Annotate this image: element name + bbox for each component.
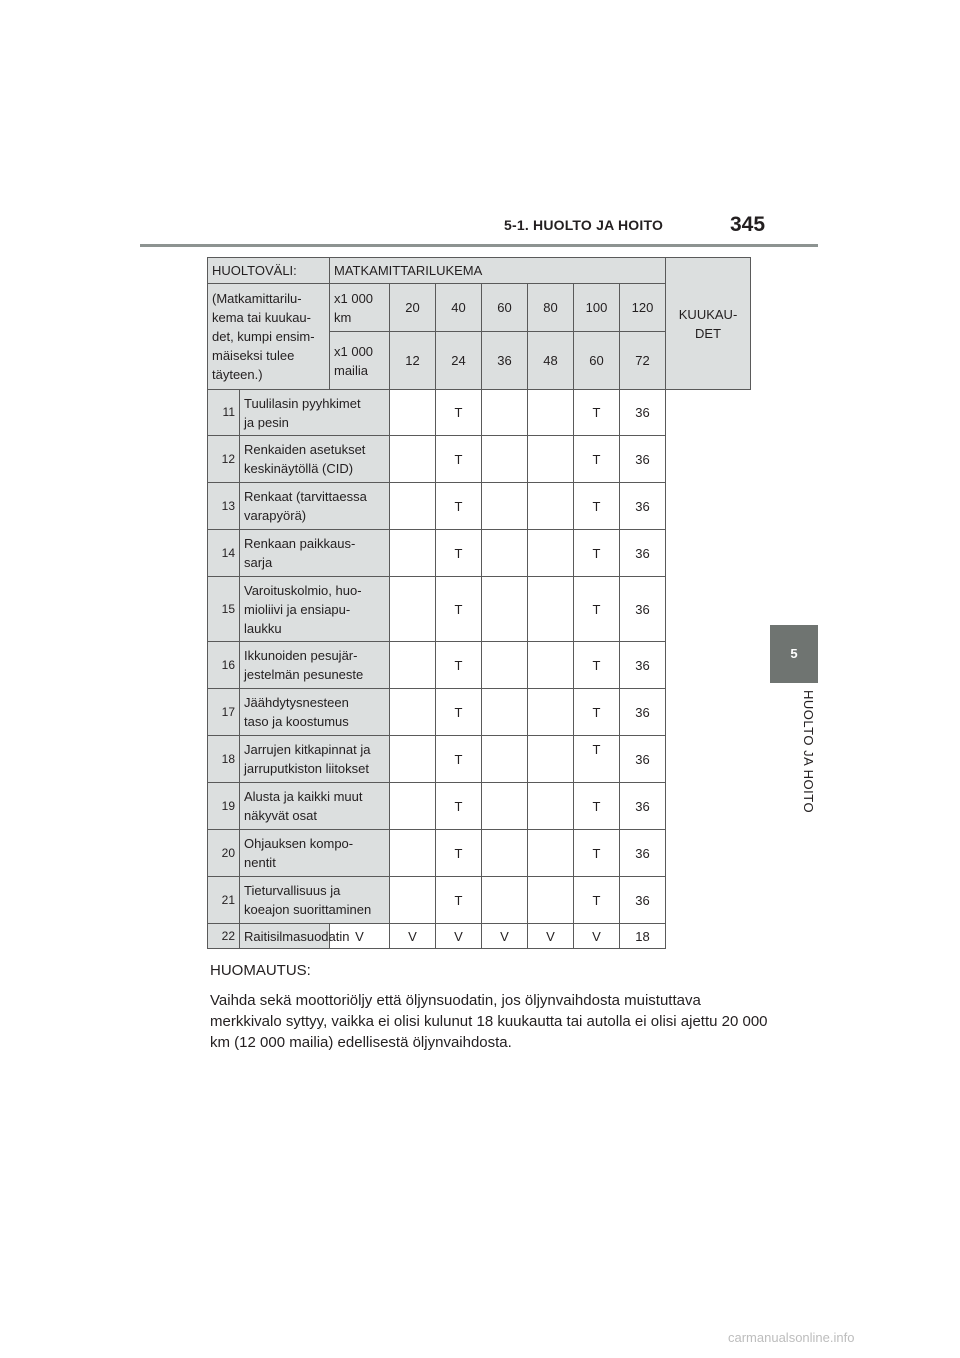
- interval-cell: [482, 642, 528, 689]
- interval-cell: [436, 877, 482, 924]
- interval-condition: (Matkamittarilu- kema tai kuukau- det, kumpi ensim- mäiseksi tulee täyteen.): [208, 284, 330, 390]
- interval-cell: [390, 830, 436, 877]
- chapter-tab: 5: [770, 625, 818, 683]
- km-value: 60: [482, 284, 528, 332]
- schedule-row: [208, 577, 751, 642]
- km-unit-label: x1 000 km: [330, 284, 390, 332]
- interval-mark: T: [592, 798, 601, 814]
- interval-mark: T: [592, 601, 601, 617]
- interval-cell: [528, 689, 574, 736]
- interval-cell: [390, 783, 436, 830]
- schedule-row: [208, 483, 751, 530]
- mile-value: 72: [620, 332, 666, 390]
- schedule-row: [208, 436, 751, 483]
- schedule-row: [208, 783, 751, 830]
- interval-cell: V: [482, 924, 528, 949]
- interval-cell: [574, 642, 620, 689]
- interval-cell: [436, 689, 482, 736]
- interval-mark: T: [454, 545, 463, 561]
- header-rule: [140, 244, 818, 247]
- months-value: 18: [620, 924, 666, 949]
- interval-cell: [436, 390, 482, 436]
- months-value: 36: [620, 530, 666, 577]
- interval-cell: [528, 642, 574, 689]
- interval-label: HUOLTOVÄLI:: [208, 258, 330, 284]
- item-number: 17: [208, 689, 240, 736]
- item-name: Ohjauksen kompo- nentit: [240, 830, 390, 877]
- interval-cell: [482, 830, 528, 877]
- months-label: KUUKAU- DET: [666, 258, 751, 390]
- schedule-row: [208, 736, 751, 783]
- interval-cell: [528, 483, 574, 530]
- interval-cell: [482, 736, 528, 783]
- maintenance-schedule-table: [207, 257, 751, 949]
- km-value: 120: [620, 284, 666, 332]
- interval-cell: [436, 642, 482, 689]
- mile-unit-label: x1 000 mailia: [330, 332, 390, 390]
- item-name: Jäähdytysnesteen taso ja koostumus: [240, 689, 390, 736]
- interval-cell: [390, 736, 436, 783]
- odometer-label: MATKAMITTARILUKEMA: [330, 258, 666, 284]
- mile-value: 24: [436, 332, 482, 390]
- interval-cell: [390, 642, 436, 689]
- interval-cell: [390, 390, 436, 436]
- interval-cell: [574, 877, 620, 924]
- header-row-interval: [208, 258, 751, 284]
- interval-cell: [574, 830, 620, 877]
- interval-cell: [482, 783, 528, 830]
- chapter-title: HUOLTO JA HOITO: [801, 690, 816, 814]
- schedule-row: [208, 830, 751, 877]
- item-name: Renkaiden asetukset keskinäytöllä (CID): [240, 436, 390, 483]
- months-value: 36: [620, 436, 666, 483]
- interval-mark: T: [454, 845, 463, 861]
- months-value: 36: [620, 877, 666, 924]
- mile-value: 36: [482, 332, 528, 390]
- item-name: Jarrujen kitkapinnat ja jarruputkiston liitokset: [240, 736, 390, 783]
- months-value: 36: [620, 483, 666, 530]
- km-value: 100: [574, 284, 620, 332]
- note-text: Vaihda sekä moottoriöljy että öljynsuodatin, jos öljynvaihdosta muistuttava merkkivalo syttyy, vaikka ei olisi kulunut 18 kuukautta tai autolla ei olisi ajettu 20 000 km (12 000 mailia) edellisestä öljynvaihdosta.: [210, 992, 768, 1051]
- item-number: 15: [208, 577, 240, 642]
- schedule-row: [208, 530, 751, 577]
- interval-cell: [390, 483, 436, 530]
- interval-cell: [528, 877, 574, 924]
- item-number: 18: [208, 736, 240, 783]
- interval-cell: [528, 436, 574, 483]
- interval-cell: [436, 577, 482, 642]
- months-value: 36: [620, 830, 666, 877]
- item-name: Renkaan paikkaus- sarja: [240, 530, 390, 577]
- interval-mark: T: [454, 451, 463, 467]
- interval-cell: [390, 689, 436, 736]
- interval-cell: [436, 830, 482, 877]
- interval-mark: T: [454, 798, 463, 814]
- interval-cell: [574, 689, 620, 736]
- mile-value: 48: [528, 332, 574, 390]
- schedule-row: [208, 390, 751, 436]
- section-title: 5-1. HUOLTO JA HOITO: [504, 217, 664, 233]
- months-value: 36: [620, 577, 666, 642]
- item-number: 11: [208, 390, 240, 436]
- interval-cell: [482, 689, 528, 736]
- interval-cell: [528, 390, 574, 436]
- interval-mark: T: [592, 845, 601, 861]
- interval-mark: T: [454, 405, 463, 420]
- interval-cell: [390, 436, 436, 483]
- item-name: Tuulilasin pyyhkimet ja pesin: [240, 390, 390, 436]
- item-number: 19: [208, 783, 240, 830]
- item-number: 14: [208, 530, 240, 577]
- interval-cell: [436, 436, 482, 483]
- interval-mark: T: [592, 498, 601, 514]
- km-value: 40: [436, 284, 482, 332]
- interval-cell: [482, 436, 528, 483]
- schedule-row: [208, 877, 751, 924]
- interval-cell: [528, 736, 574, 783]
- interval-mark: T: [454, 704, 463, 720]
- item-name: Raitisilmasuodatin: [240, 924, 330, 949]
- interval-mark: T: [592, 657, 601, 673]
- months-value: 36: [620, 689, 666, 736]
- item-number: 16: [208, 642, 240, 689]
- interval-mark: T: [454, 601, 463, 617]
- km-value: 80: [528, 284, 574, 332]
- item-name: Renkaat (tarvittaessa varapyörä): [240, 483, 390, 530]
- interval-cell: [574, 577, 620, 642]
- mile-value: 12: [390, 332, 436, 390]
- item-name: Varoituskolmio, huo- mioliivi ja ensiapu- laukku: [240, 577, 390, 642]
- item-number: 20: [208, 830, 240, 877]
- schedule-row: [208, 689, 751, 736]
- interval-cell: [390, 530, 436, 577]
- interval-cell: [528, 783, 574, 830]
- schedule-row: [208, 924, 751, 949]
- mile-value: 60: [574, 332, 620, 390]
- interval-cell: [482, 390, 528, 436]
- interval-cell: [390, 877, 436, 924]
- interval-cell: [574, 736, 620, 783]
- watermark: carmanualsonline.info: [728, 1330, 855, 1345]
- interval-cell: V: [390, 924, 436, 949]
- interval-cell: [482, 483, 528, 530]
- interval-mark: T: [592, 405, 601, 420]
- item-name: Alusta ja kaikki muut näkyvät osat: [240, 783, 390, 830]
- interval-mark: T: [592, 451, 601, 467]
- months-value: 36: [620, 783, 666, 830]
- interval-cell: [482, 530, 528, 577]
- interval-cell: [482, 877, 528, 924]
- interval-mark: T: [454, 498, 463, 514]
- interval-cell: [574, 783, 620, 830]
- interval-cell: [528, 830, 574, 877]
- note-block: [210, 960, 770, 1062]
- interval-cell: [528, 577, 574, 642]
- months-value: 36: [620, 736, 666, 783]
- interval-cell: [436, 483, 482, 530]
- interval-cell: [574, 390, 620, 436]
- interval-cell: [436, 783, 482, 830]
- interval-cell: [390, 577, 436, 642]
- item-name: Ikkunoiden pesujär- jestelmän pesuneste: [240, 642, 390, 689]
- interval-cell: [574, 483, 620, 530]
- interval-cell: [574, 530, 620, 577]
- interval-cell: V: [528, 924, 574, 949]
- interval-mark: T: [592, 892, 601, 908]
- interval-cell: [528, 530, 574, 577]
- interval-mark: T: [592, 704, 601, 720]
- item-name: Tieturvallisuus ja koeajon suorittaminen: [240, 877, 390, 924]
- interval-cell: V: [436, 924, 482, 949]
- interval-mark: T: [592, 741, 601, 757]
- interval-mark: T: [454, 892, 463, 908]
- note-title: HUOMAUTUS:: [210, 962, 311, 979]
- interval-cell: [482, 577, 528, 642]
- interval-mark: T: [592, 545, 601, 561]
- page-number: 345: [730, 213, 766, 236]
- months-value: 36: [620, 642, 666, 689]
- interval-mark: T: [454, 751, 463, 767]
- schedule-row: [208, 642, 751, 689]
- km-value: 20: [390, 284, 436, 332]
- interval-cell: [436, 736, 482, 783]
- interval-cell: V: [574, 924, 620, 949]
- months-value: 36: [620, 390, 666, 436]
- item-number: 13: [208, 483, 240, 530]
- item-number: 12: [208, 436, 240, 483]
- item-number: 22: [208, 924, 240, 949]
- interval-cell: [574, 436, 620, 483]
- interval-cell: [436, 530, 482, 577]
- interval-cell: V: [330, 924, 390, 949]
- item-number: 21: [208, 877, 240, 924]
- interval-mark: T: [454, 657, 463, 673]
